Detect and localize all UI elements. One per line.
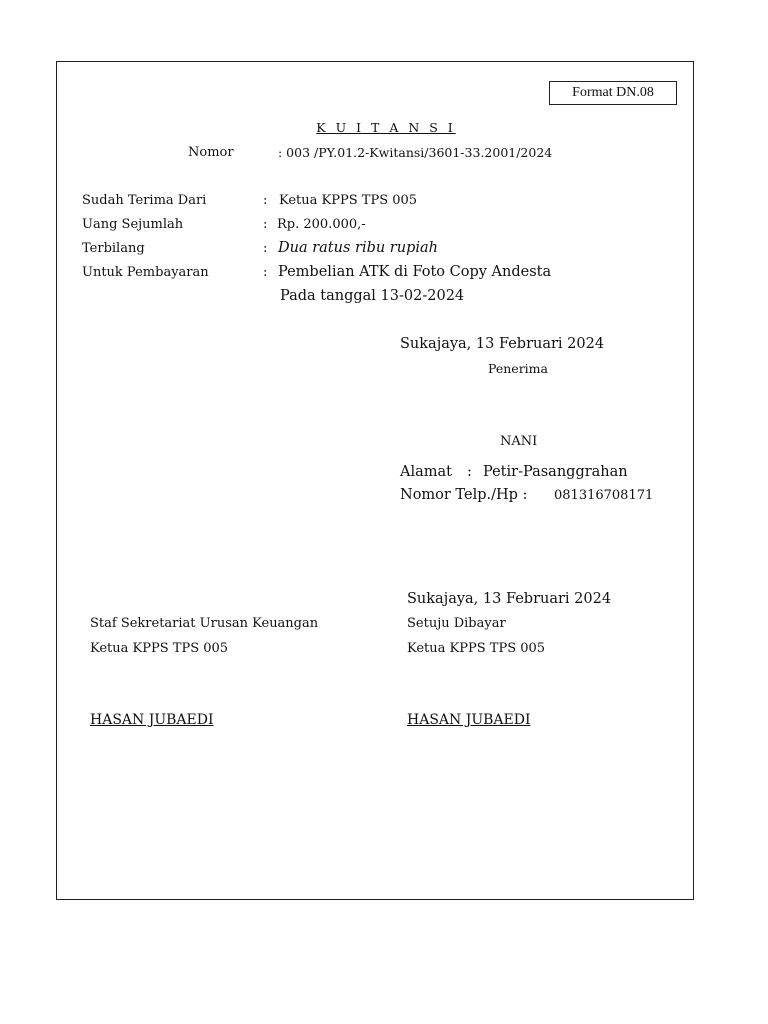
right-sign-name: HASAN JUBAEDI [407, 712, 531, 728]
field-value-sudah-terima-dari: Ketua KPPS TPS 005 [279, 193, 418, 208]
receiver-address-label: Alamat [400, 464, 452, 480]
field-label-untuk-pembayaran: Untuk Pembayaran [82, 265, 209, 280]
field-value-untuk-pembayaran: Pembelian ATK di Foto Copy Andesta [278, 264, 552, 280]
left-sign-line1: Staf Sekretariat Urusan Keuangan [90, 616, 319, 631]
right-sign-place-date: Sukajaya, 13 Februari 2024 [407, 591, 612, 607]
payment-date-line: Pada tanggal 13-02-2024 [280, 288, 465, 304]
field-value-uang-sejumlah: Rp. 200.000,- [277, 217, 366, 232]
receiver-phone: 081316708171 [554, 488, 654, 503]
format-label: Format DN.08 [549, 81, 677, 105]
receiver-role: Penerima [488, 361, 548, 376]
field-label-sudah-terima-dari: Sudah Terima Dari [82, 193, 207, 208]
field-sep: : [263, 241, 268, 256]
receiver-phone-label: Nomor Telp./Hp : [400, 487, 528, 503]
right-sign-line2: Ketua KPPS TPS 005 [407, 641, 546, 656]
receiver-address-sep: : [467, 464, 472, 480]
document-title: K U I T A N S I [316, 120, 456, 135]
field-sep: : [263, 265, 268, 280]
receiver-name: NANI [500, 434, 538, 449]
receiver-address: Petir-Pasanggrahan [483, 464, 628, 480]
nomor-value: : 003 /PY.01.2-Kwitansi/3601-33.2001/2024 [278, 145, 553, 160]
field-sep: : [263, 217, 268, 232]
right-sign-line1: Setuju Dibayar [407, 616, 506, 631]
field-label-uang-sejumlah: Uang Sejumlah [82, 217, 184, 232]
receiver-place-date: Sukajaya, 13 Februari 2024 [400, 336, 605, 352]
left-sign-line2: Ketua KPPS TPS 005 [90, 641, 229, 656]
nomor-label: Nomor [188, 145, 234, 160]
field-value-terbilang: Dua ratus ribu rupiah [278, 240, 438, 256]
left-sign-name: HASAN JUBAEDI [90, 712, 214, 728]
field-sep: : [263, 193, 268, 208]
receipt-frame [56, 61, 694, 900]
field-label-terbilang: Terbilang [82, 241, 145, 256]
